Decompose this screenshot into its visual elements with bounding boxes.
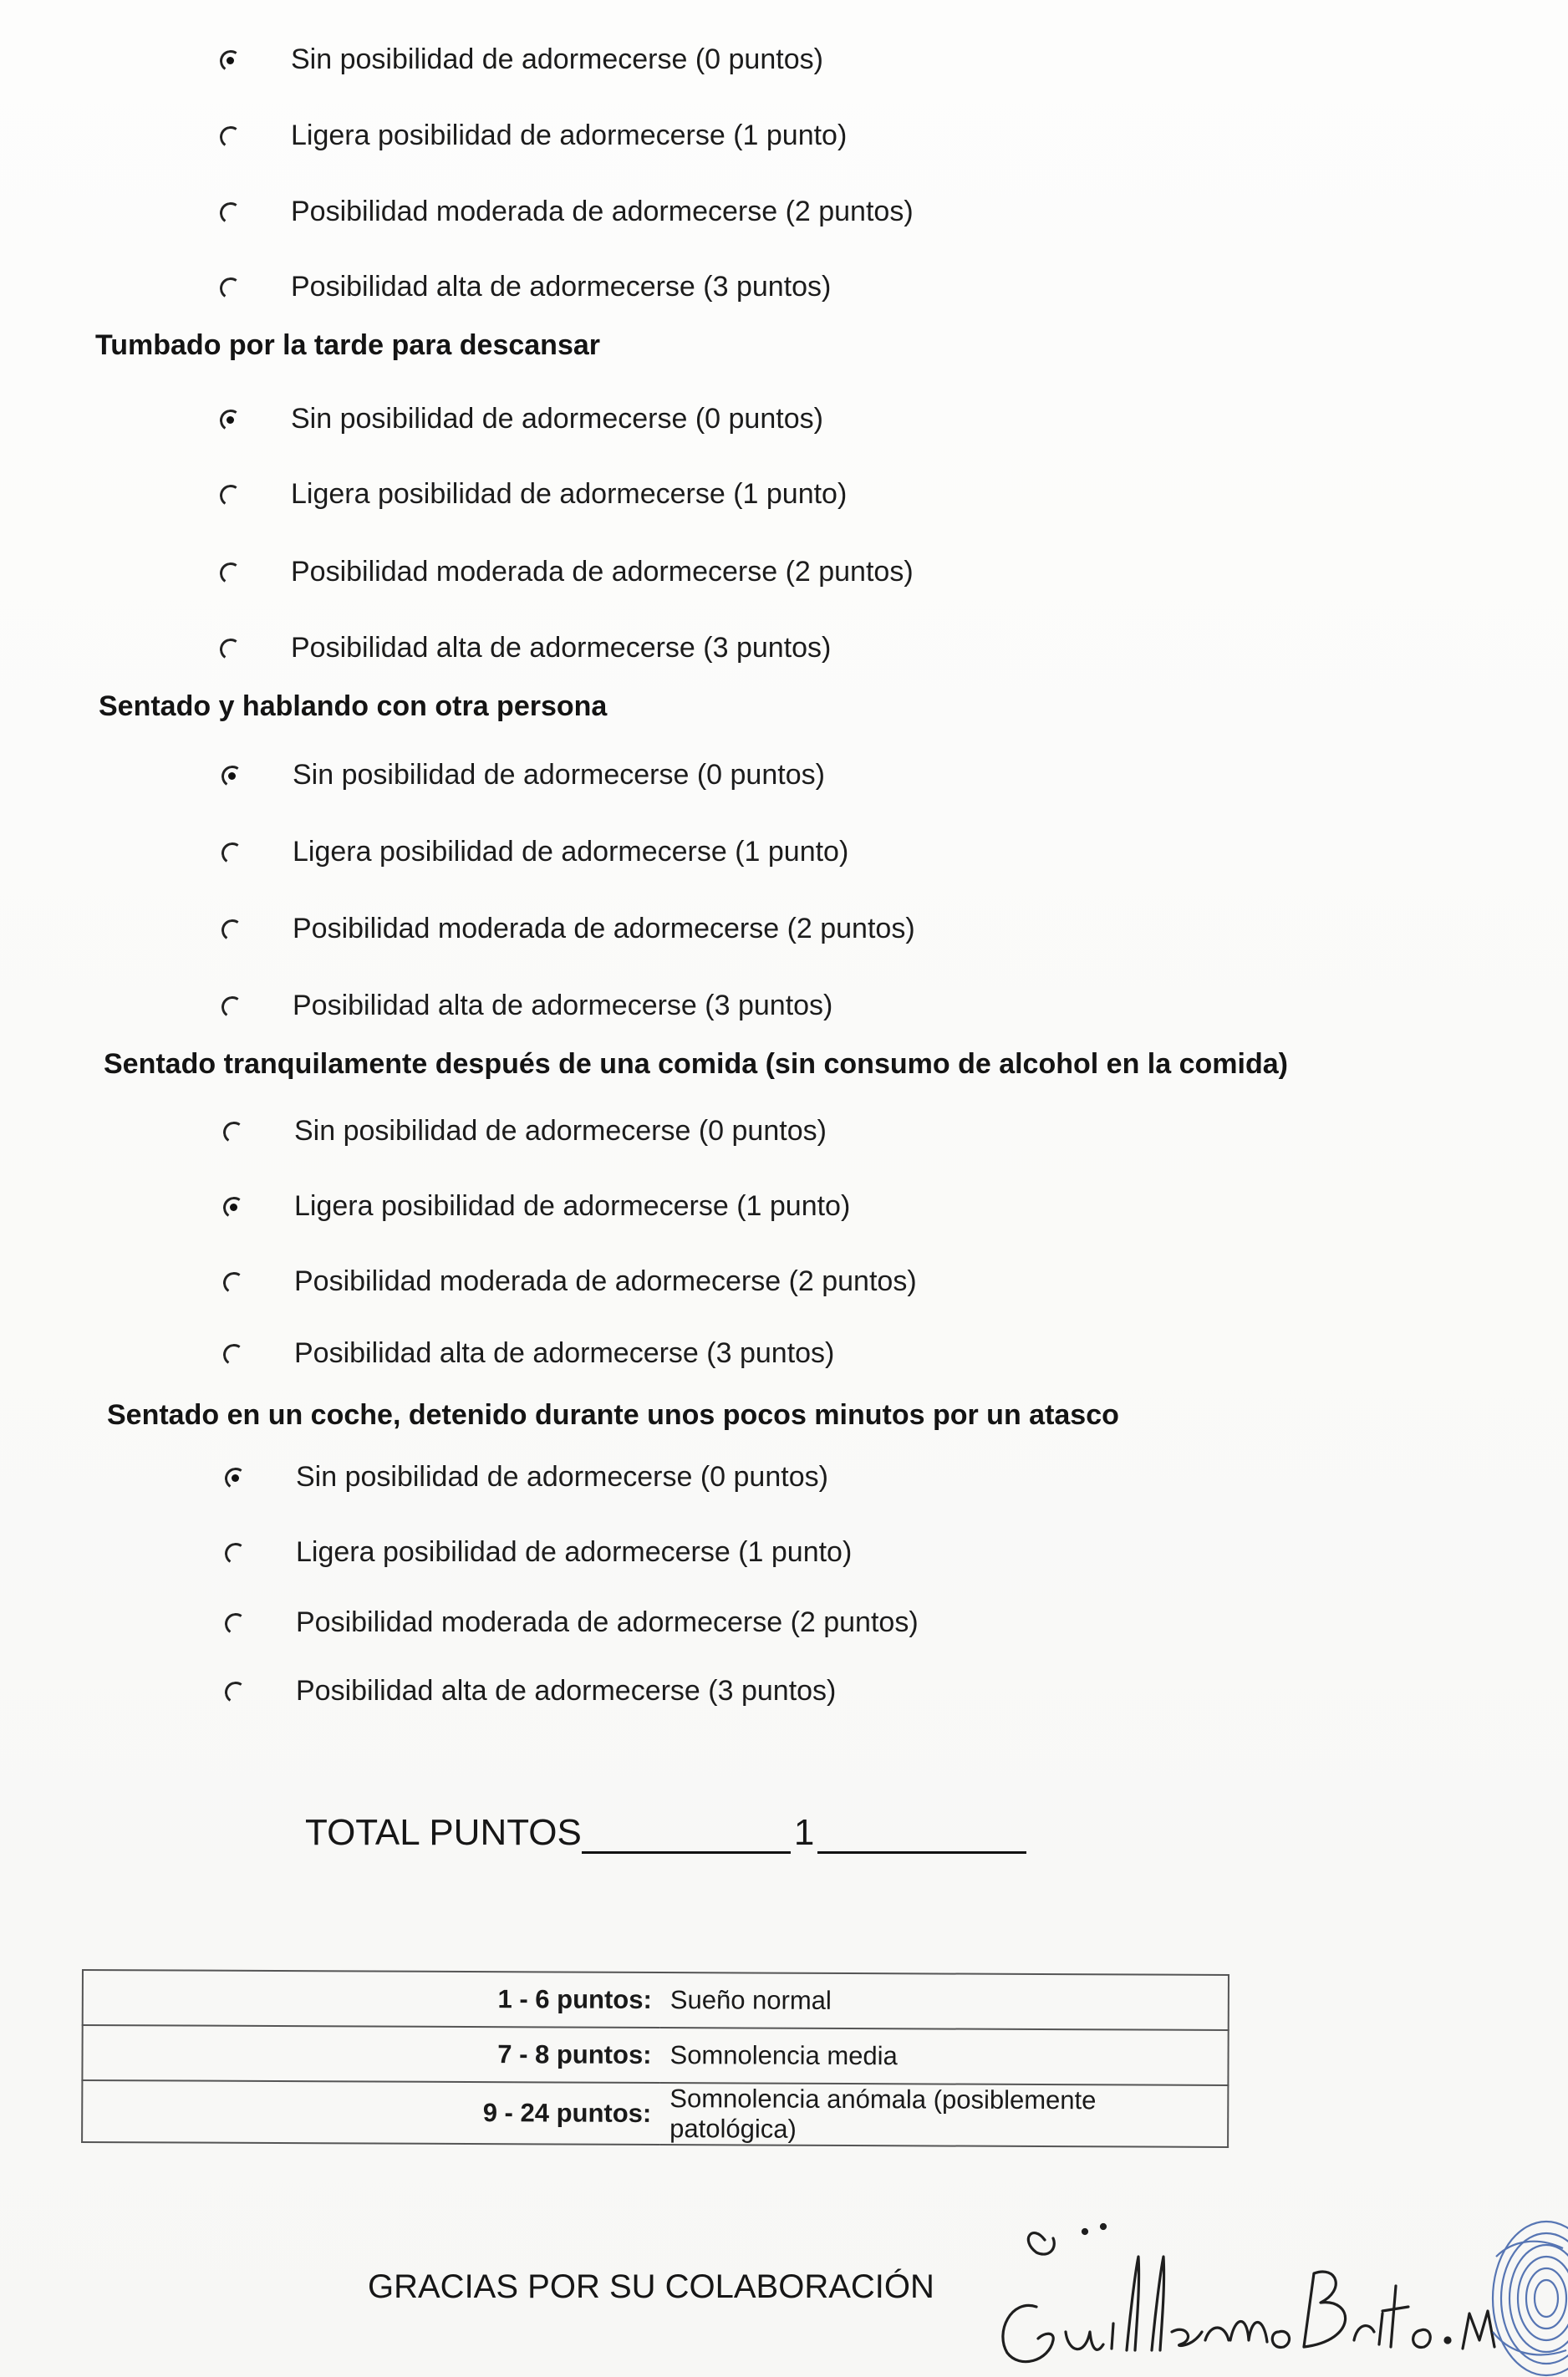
q1-option-1[interactable] [219,120,847,152]
q5-option-1[interactable] [224,1536,852,1569]
q3-radio-3[interactable] [221,995,242,1017]
q4-option-1-label: Ligera posibilidad de adormecerse (1 punto) [294,1190,851,1222]
q3-radio-0[interactable] [221,765,242,786]
q5-option-0[interactable] [224,1461,828,1494]
q4-radio-3[interactable] [222,1343,244,1365]
q4-option-0[interactable] [222,1115,827,1148]
q1-option-0[interactable] [219,43,823,76]
q4-option-2[interactable] [222,1265,917,1298]
q4-radio-1[interactable] [222,1196,244,1218]
q3-option-1[interactable] [221,836,848,868]
q5-option-3[interactable] [224,1675,836,1708]
legend-range: 1 - 6 puntos: [83,1970,660,2028]
fingerprint-icon [1479,2206,1568,2377]
q2-heading: Tumbado por la tarde para descansar [95,329,600,361]
q4-option-3[interactable] [222,1337,834,1370]
q5-radio-1[interactable] [224,1542,246,1564]
q2-radio-2[interactable] [219,562,241,583]
q2-radio-0[interactable] [219,409,241,430]
q5-heading: Sentado en un coche, detenido durante unos pocos minutos por un atasco [107,1399,1119,1431]
q3-option-0[interactable] [221,759,825,791]
q5-option-3-label: Posibilidad alta de adormecerse (3 puntos) [296,1675,837,1707]
total-line-right [817,1815,1026,1854]
q1-option-1-label: Ligera posibilidad de adormecerse (1 punto) [291,120,848,151]
legend-row [83,1970,1229,2030]
q1-radio-3[interactable] [219,277,241,298]
legend-description: Somnolencia media [659,2028,1228,2085]
q4-option-3-label: Posibilidad alta de adormecerse (3 puntos) [294,1337,835,1369]
score-legend-table [81,1969,1229,2148]
total-points-value[interactable]: 1 [793,1812,815,1853]
q5-radio-0[interactable] [224,1467,246,1489]
q2-option-3-label: Posibilidad alta de adormecerse (3 puntos) [291,632,832,664]
q5-radio-3[interactable] [224,1681,246,1703]
q3-radio-1[interactable] [221,842,242,863]
q2-radio-3[interactable] [219,638,241,659]
q1-option-3-label: Posibilidad alta de adormecerse (3 puntos) [291,271,832,303]
q4-radio-0[interactable] [222,1121,244,1143]
legend-description: Sueño normal [660,1972,1229,2030]
q1-option-0-label: Sin posibilidad de adormecerse (0 puntos) [291,43,823,75]
q2-option-0-label: Sin posibilidad de adormecerse (0 puntos) [291,403,823,435]
q2-option-2[interactable] [219,556,914,588]
q3-option-2-label: Posibilidad moderada de adormecerse (2 puntos) [293,913,915,944]
q3-option-0-label: Sin posibilidad de adormecerse (0 puntos) [293,759,825,791]
q3-option-1-label: Ligera posibilidad de adormecerse (1 punto) [293,836,849,868]
q1-option-2[interactable] [219,196,914,228]
q2-option-3[interactable] [219,632,831,664]
q2-option-2-label: Posibilidad moderada de adormecerse (2 puntos) [291,556,914,588]
q1-radio-2[interactable] [219,201,241,223]
q5-option-2[interactable] [224,1606,919,1639]
q1-radio-0[interactable] [219,49,241,71]
legend-row [82,2025,1228,2085]
q5-option-1-label: Ligera posibilidad de adormecerse (1 punto) [296,1536,853,1568]
q4-option-0-label: Sin posibilidad de adormecerse (0 puntos) [294,1115,827,1147]
handwritten-signature [986,2206,1504,2374]
legend-description: Somnolencia anómala (posiblemente patológica) [659,2083,1228,2147]
q1-radio-1[interactable] [219,125,241,147]
q2-radio-1[interactable] [219,484,241,506]
q1-option-3[interactable] [219,271,831,303]
q5-radio-2[interactable] [224,1612,246,1634]
q5-option-2-label: Posibilidad moderada de adormecerse (2 puntos) [296,1606,919,1638]
q4-option-1[interactable] [222,1190,850,1223]
legend-range: 7 - 8 puntos: [82,2025,659,2083]
q3-option-3-label: Posibilidad alta de adormecerse (3 puntos) [293,990,833,1021]
thanks-message: GRACIAS POR SU COLABORACIÓN [368,2268,934,2305]
total-line-left [582,1815,791,1854]
q1-option-2-label: Posibilidad moderada de adormecerse (2 puntos) [291,196,914,227]
q3-option-2[interactable] [221,913,915,945]
q5-option-0-label: Sin posibilidad de adormecerse (0 puntos) [296,1461,828,1493]
legend-range: 9 - 24 puntos: [82,2080,659,2145]
q3-heading: Sentado y hablando con otra persona [99,690,608,722]
q4-heading: Sentado tranquilamente después de una comida (sin consumo de alcohol en la comida) [104,1048,1288,1080]
q2-option-1[interactable] [219,478,847,511]
legend-row [82,2080,1228,2147]
q4-option-2-label: Posibilidad moderada de adormecerse (2 puntos) [294,1265,917,1297]
total-points-label: TOTAL PUNTOS [305,1812,582,1853]
q4-radio-2[interactable] [222,1271,244,1293]
q2-option-1-label: Ligera posibilidad de adormecerse (1 punto) [291,478,848,510]
q2-option-0[interactable] [219,403,823,435]
q3-option-3[interactable] [221,990,832,1022]
q3-radio-2[interactable] [221,919,242,940]
total-points [305,1812,1026,1854]
